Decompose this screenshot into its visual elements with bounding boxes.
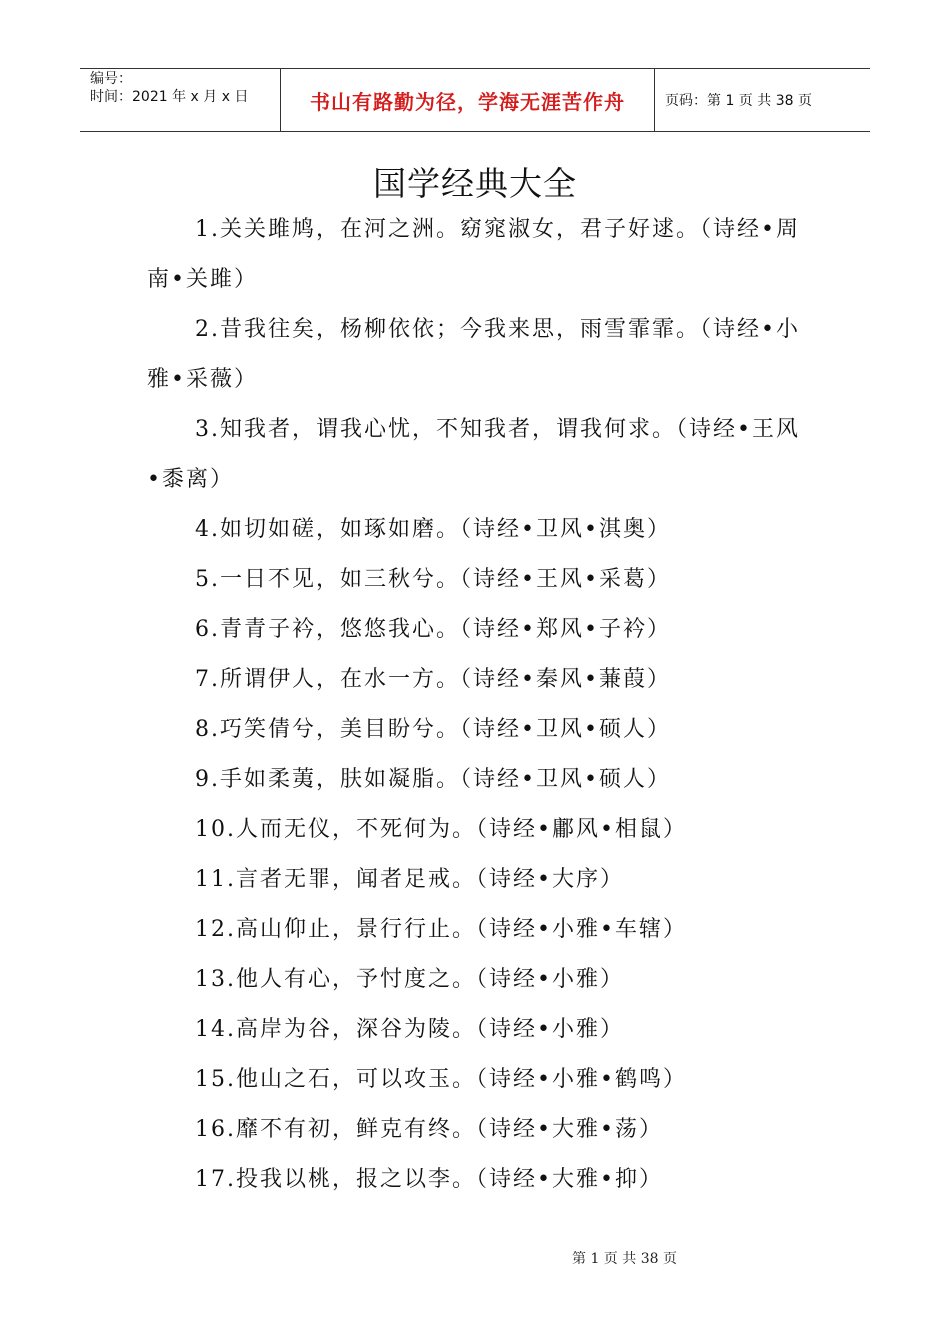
entry-paragraph: 7.所谓伊人，在水一方。（诗经•秦风•蒹葭）: [195, 667, 671, 692]
page-info: 页码：第 1 页 共 38 页: [665, 93, 812, 109]
number-label: 编号：: [90, 71, 132, 87]
header-motto-cell: [281, 69, 655, 131]
document-body: [147, 205, 812, 1205]
entry-paragraph: 17.投我以桃，报之以李。（诗经•大雅•抑）: [195, 1167, 663, 1192]
document-header: [80, 68, 870, 132]
entry-paragraph: 15.他山之石，可以攻玉。（诗经•小雅•鹤鸣）: [195, 1067, 687, 1092]
entry-paragraph: 9.手如柔荑，肤如凝脂。（诗经•卫风•硕人）: [195, 767, 671, 792]
time-label: 时间：2021 年 x 月 x 日: [90, 89, 249, 105]
entry-paragraph: 6.青青子衿，悠悠我心。（诗经•郑风•子衿）: [195, 617, 671, 642]
entry-paragraph: 5.一日不见，如三秋兮。（诗经•王风•采葛）: [195, 567, 671, 592]
entry-paragraph: 3.知我者，谓我心忧，不知我者，谓我何求。（诗经•王风•黍离）: [147, 417, 800, 492]
entry-paragraph: 4.如切如磋，如琢如磨。（诗经•卫风•淇奥）: [195, 517, 671, 542]
header-page-cell: [655, 69, 870, 131]
entry-paragraph: 10.人而无仪，不死何为。（诗经•鄘风•相鼠）: [195, 817, 687, 842]
entry-paragraph: 11.言者无罪，闻者足戒。（诗经•大序）: [195, 867, 624, 892]
document-title: 国学经典大全: [373, 164, 577, 203]
header-meta-cell: [80, 69, 281, 131]
entry-paragraph: 2.昔我往矣，杨柳依依；今我来思，雨雪霏霏。（诗经•小雅•采薇）: [147, 317, 800, 392]
entry-paragraph: 16.靡不有初，鲜克有终。（诗经•大雅•荡）: [195, 1117, 663, 1142]
entry-paragraph: 14.高岸为谷，深谷为陵。（诗经•小雅）: [195, 1017, 624, 1042]
motto-text: 书山有路勤为径，学海无涯苦作舟: [310, 89, 625, 114]
entry-paragraph: 13.他人有心，予忖度之。（诗经•小雅）: [195, 967, 624, 992]
entry-paragraph: 1.关关雎鸠，在河之洲。窈窕淑女，君子好逑。（诗经•周南•关雎）: [147, 217, 800, 292]
page-footer: 第 1 页 共 38 页: [572, 1251, 677, 1267]
entry-paragraph: 8.巧笑倩兮，美目盼兮。（诗经•卫风•硕人）: [195, 717, 671, 742]
entry-paragraph: 12.高山仰止，景行行止。（诗经•小雅•车辖）: [195, 917, 687, 942]
